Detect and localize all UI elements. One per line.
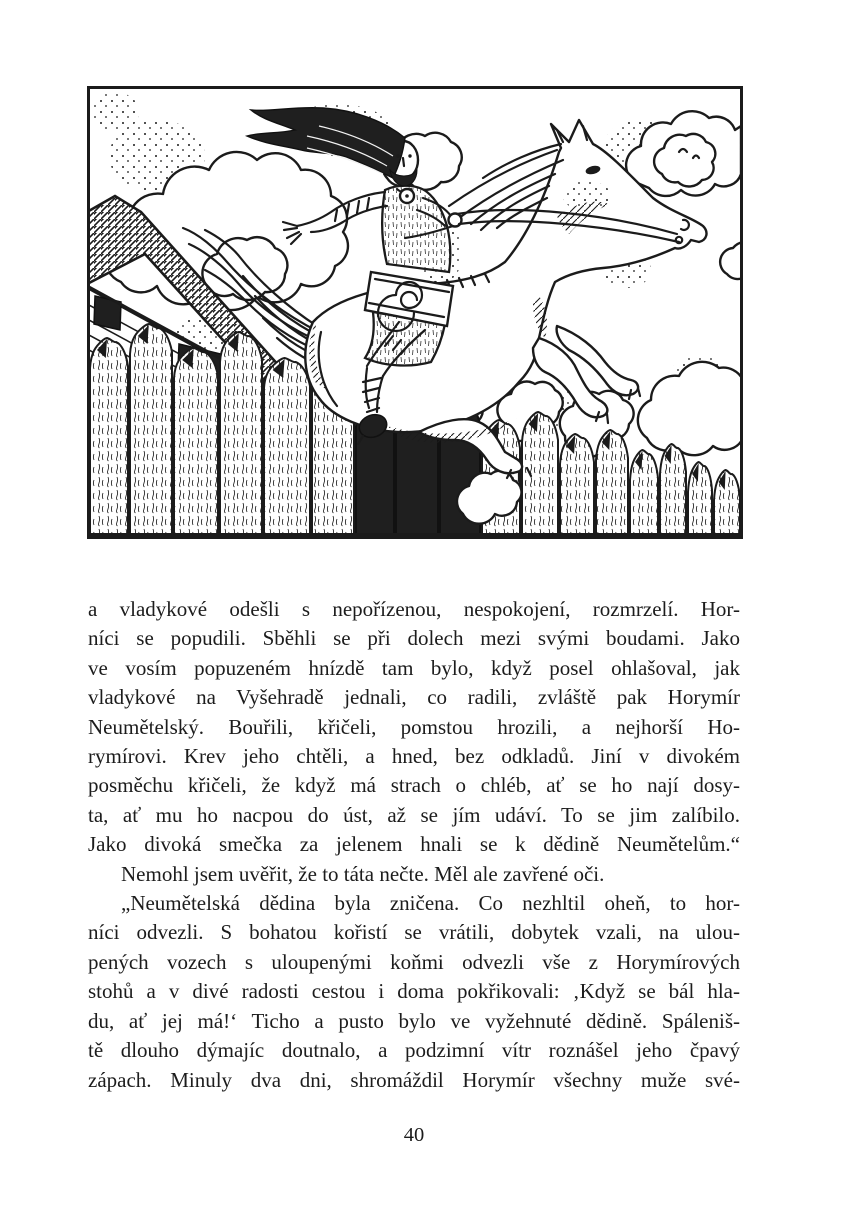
fence-post <box>130 324 172 535</box>
text-line: tě dlouho dýmajíc doutnalo, a podzimní vítr roznášel jeho čpavý <box>88 1038 740 1063</box>
fence-post <box>560 434 594 535</box>
fence-post <box>630 450 658 535</box>
text-line: Nemohl jsem uvěřit, že to táta nečte. Měl ale zavřené oči. <box>121 861 605 886</box>
fence-post <box>220 332 262 535</box>
fence-post <box>522 412 558 535</box>
text-line: du, ať jej má!‘ Ticho a pusto bylo ve vyžehnuté dědině. Spáleniš- <box>88 1008 740 1033</box>
text-line: níci se popudili. Sběhli se při dolech mezi svými boudami. Jako <box>88 626 740 651</box>
text-line: „Neumětelská dědina byla zničena. Co nezhltil oheň, to hor- <box>121 891 740 916</box>
fence-post <box>688 462 712 535</box>
text-line: zápach. Minuly dva dni, shromáždil Horymír všechny muže své- <box>88 1067 740 1092</box>
fence-post <box>174 348 218 535</box>
text-line: Neumětelský. Bouřili, křičeli, pomstou hrozili, a nejhorší Ho- <box>88 714 740 739</box>
text-line: rymírovi. Krev jeho chtěli, a hned, bez odkladů. Jiní v divokém <box>88 744 740 769</box>
text-line: stohů a v divé radosti cestou i doma pokřikovali: ‚Když se bál hla- <box>88 979 740 1004</box>
text-line: níci odvezli. S bohatou kořistí se vrátili, dobytek vzali, na ulou- <box>88 920 740 945</box>
text-line: a vladykové odešli s nepořízenou, nespokojení, rozmrzelí. Hor- <box>88 597 740 621</box>
body-text <box>88 595 740 1095</box>
fence-post <box>90 338 128 535</box>
page-number: 40 <box>403 1124 425 1146</box>
fence-post <box>660 444 686 535</box>
fence-post <box>264 358 310 535</box>
text-line: ta, ať mu ho nacpou do úst, až se jím udáví. To se jim zalíbilo. <box>88 802 740 827</box>
story-illustration <box>87 86 743 539</box>
text-line: ve vosím popuzeném hnízdě tam bylo, když posel ohlašoval, jak <box>88 655 740 680</box>
horse-rider-drawing <box>87 86 743 539</box>
fence-post <box>596 430 628 535</box>
text-line: pených vozech s uloupenými koňmi odvezli vše z Horymírových <box>88 949 740 974</box>
text-line: posměchu křičeli, že když má strach o chléb, ať se ho nají dosy- <box>88 773 740 798</box>
text-line: Jako divoká smečka za jelenem hnali se k dědině Neumětelům.“ <box>88 832 740 857</box>
fence-post <box>714 470 740 535</box>
text-line: vladykové na Vyšehradě jednali, co radili, zvláště pak Horymír <box>88 685 740 710</box>
